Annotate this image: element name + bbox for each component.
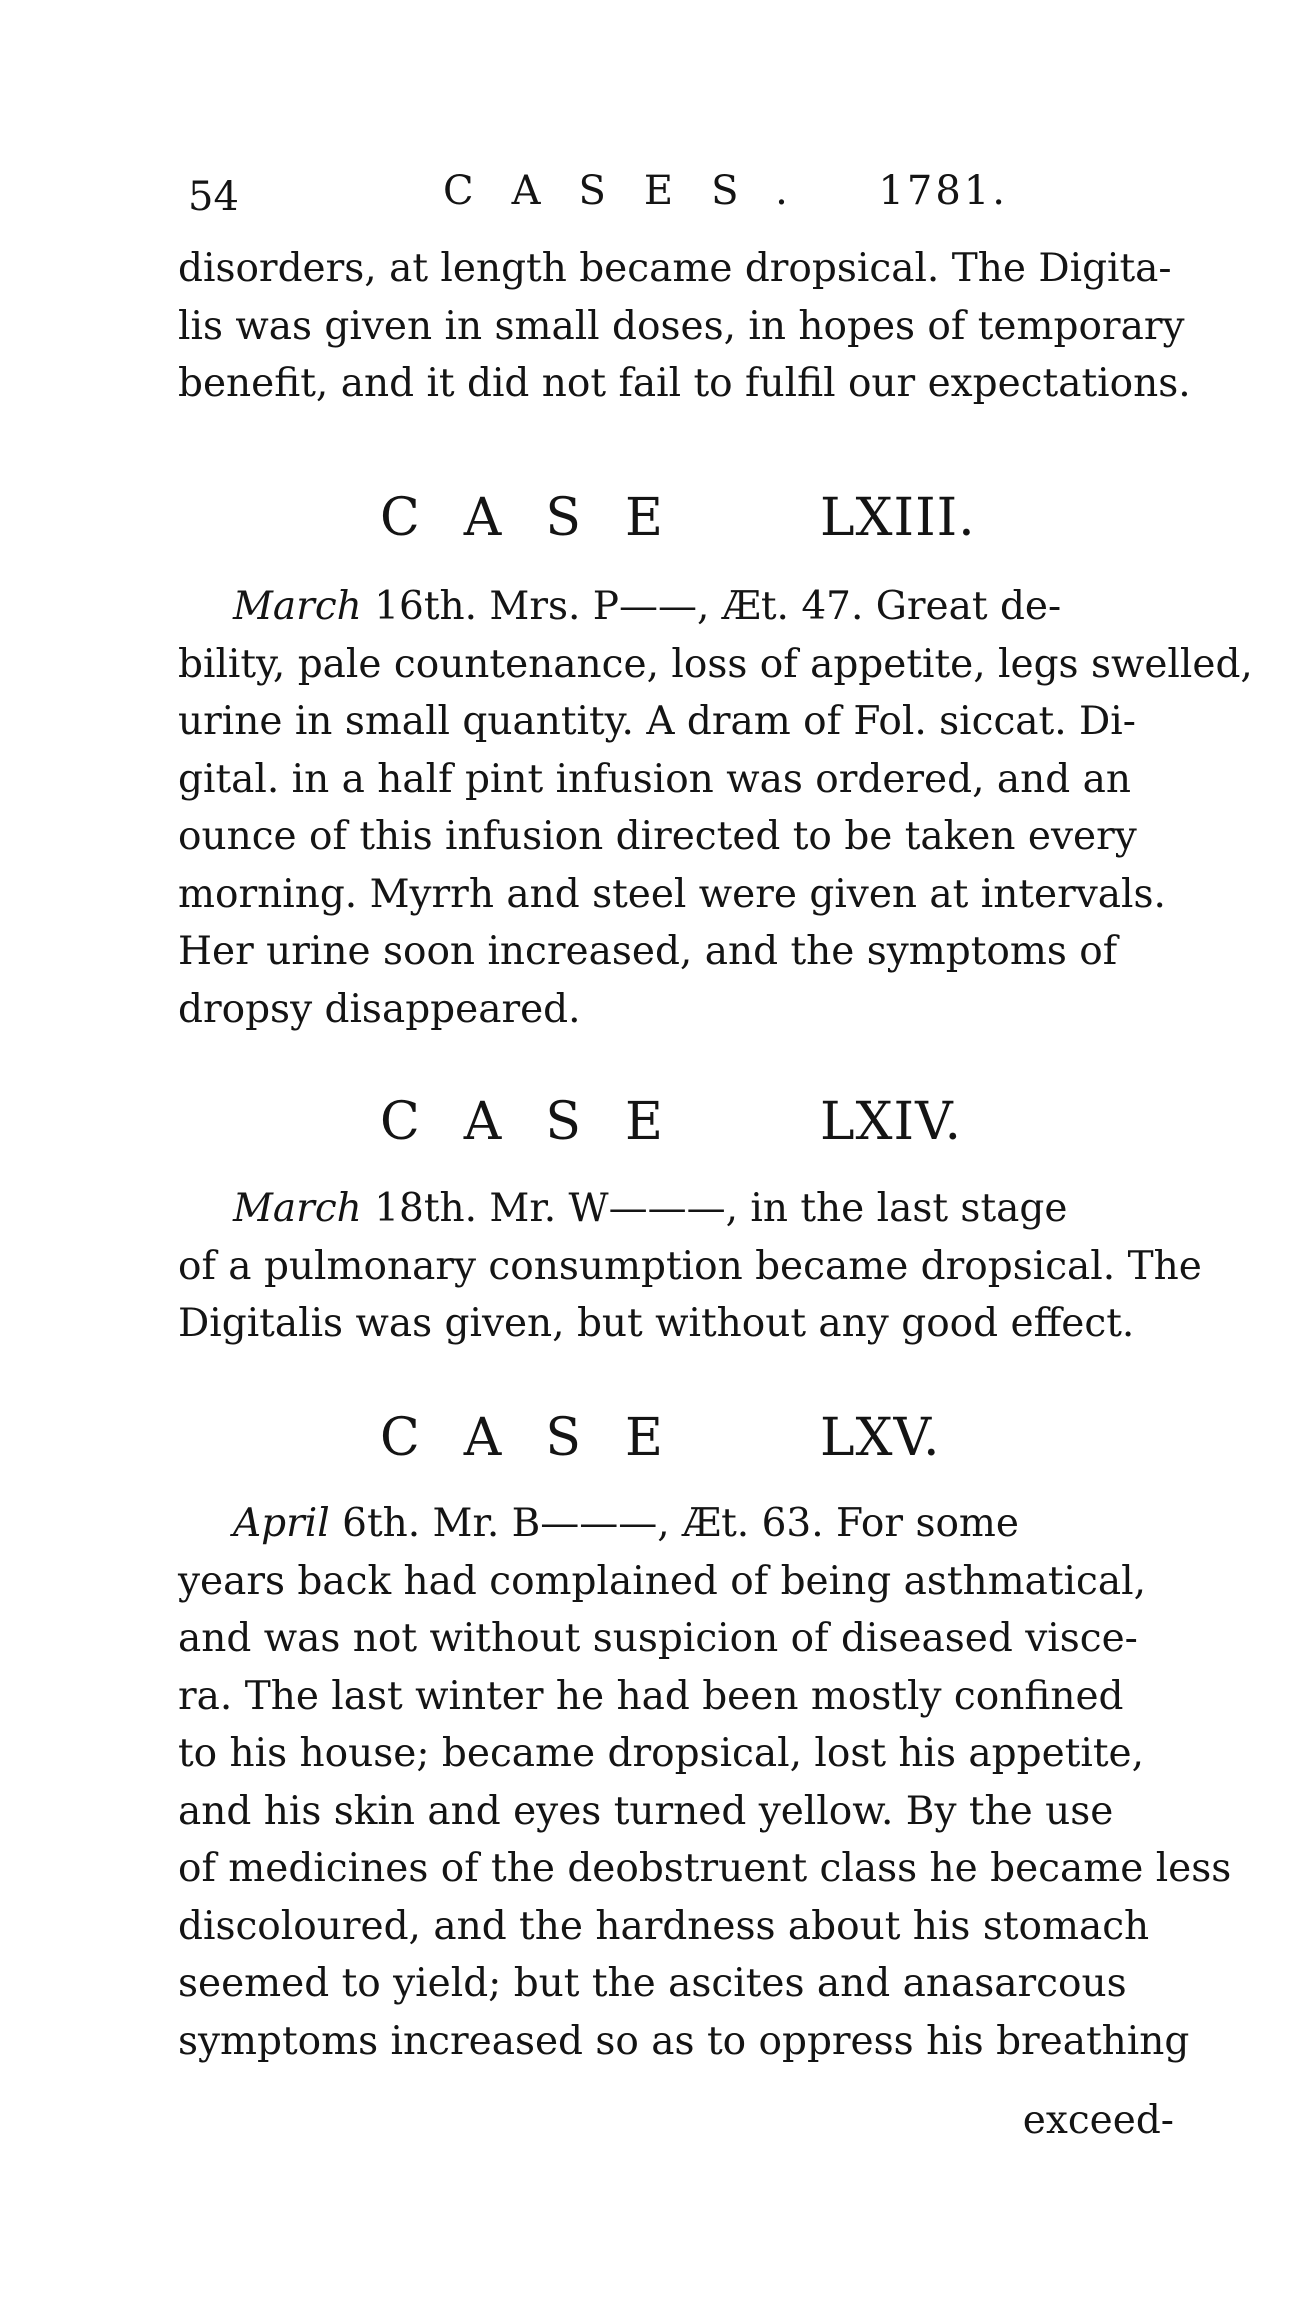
case-65-paragraph: [178, 1495, 1232, 2070]
paragraph-line: ra. The last winter he had been mostly confined: [178, 1673, 1124, 1719]
paragraph-line: to his house; became dropsical, lost his appetite,: [178, 1731, 1144, 1776]
case-heading-64: [380, 1092, 1000, 1162]
paragraph-line: March 16th. Mrs. P——, Æt. 47. Great de-: [233, 584, 1062, 629]
paragraph-line: urine in small quantity. A dram of Fol. siccat. Di-: [178, 699, 1136, 744]
page-number: 54: [188, 174, 239, 220]
paragraph-line: dropsy disappeared.: [178, 986, 581, 1032]
catchword: exceed-: [1022, 2098, 1174, 2143]
paragraph-line: years back had complained of being asthmatical,: [178, 1558, 1146, 1604]
paragraph-line: March 18th. Mr. W———, in the last stage: [233, 1186, 1068, 1231]
case-heading-number: LXIII.: [820, 488, 976, 548]
case-heading-number: LXV.: [820, 1408, 941, 1468]
paragraph-line: lis was given in small doses, in hopes of temporary: [178, 303, 1185, 349]
paragraph-line: bility, pale countenance, loss of appetite, legs swelled,: [178, 641, 1253, 687]
paragraph-line: ounce of this infusion directed to be taken every: [178, 814, 1137, 859]
paragraph-line: disorders, at length became dropsical. The Digita-: [178, 246, 1172, 291]
paragraph-line: Digitalis was given, but without any good effect.: [178, 1301, 1135, 1346]
case-heading-word: CASE: [380, 1092, 707, 1152]
case-64-paragraph: [178, 1180, 1202, 1353]
case-heading-number: LXIV.: [820, 1092, 963, 1152]
running-head: [188, 168, 1008, 238]
paragraph-line: and was not without suspicion of diseased visce-: [178, 1616, 1138, 1661]
intro-paragraph: [178, 240, 1191, 413]
paragraph-line: gital. in a half pint infusion was ordered, and an: [178, 756, 1131, 802]
case-heading-word: CASE: [380, 488, 707, 548]
paragraph-line: and his skin and eyes turned yellow. By the use: [178, 1788, 1114, 1834]
paragraph-line: symptoms increased so as to oppress his breathing: [178, 2018, 1190, 2064]
paragraph-line: of a pulmonary consumption became dropsical. The: [178, 1243, 1202, 1289]
paragraph-line: seemed to yield; but the ascites and anasarcous: [178, 1961, 1127, 2006]
case-heading-word: CASE: [380, 1408, 707, 1468]
case-63-paragraph: [178, 578, 1253, 1038]
case-heading-65: [380, 1408, 1000, 1478]
case-heading-63: [380, 488, 1000, 558]
paragraph-line: discoloured, and the hardness about his stomach: [178, 1903, 1150, 1949]
paragraph-line: benefit, and it did not fail to fulfil our expectations.: [178, 361, 1191, 406]
paragraph-line: morning. Myrrh and steel were given at intervals.: [178, 871, 1166, 917]
running-year: 1781.: [878, 168, 1008, 214]
paragraph-line: Her urine soon increased, and the symptoms of: [178, 929, 1118, 974]
case-date: March: [233, 584, 362, 629]
paragraph-line: of medicines of the deobstruent class he became less: [178, 1846, 1232, 1891]
case-date: March: [233, 1186, 362, 1231]
running-title: CASES.: [443, 168, 826, 214]
paragraph-line: April 6th. Mr. B———, Æt. 63. For some: [233, 1501, 1019, 1546]
case-date: April: [233, 1501, 330, 1546]
